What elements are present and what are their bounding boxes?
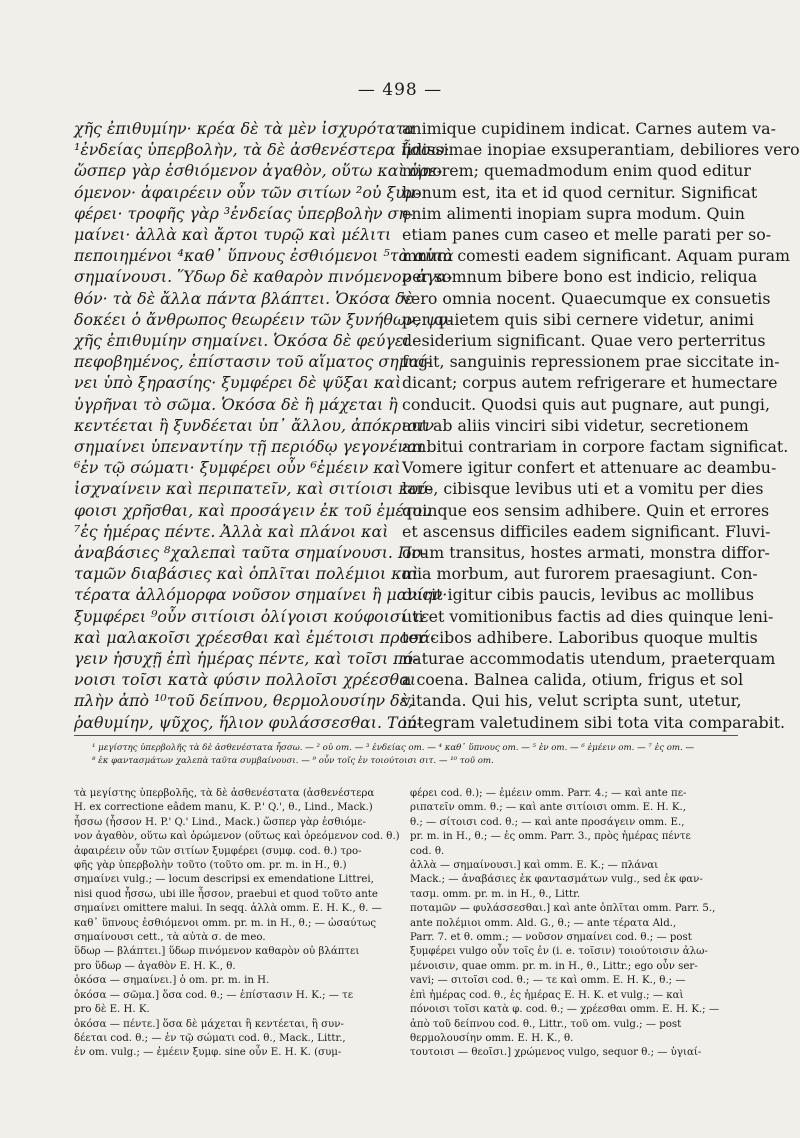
- text-line: ξυμφέρει ⁹οὖν σιτίοισι ὀλίγοισι κούφοισί τε: [74, 606, 430, 626]
- text-line: θ.; — σίτοισι cod. θ.; — καὶ ante προσάγειν omm. E.,: [410, 816, 685, 828]
- text-line: μένοισιν, quae omm. pr. m. in H., θ., Littr.; ego οὖν ser-: [410, 960, 698, 972]
- text-line: ὕδωρ — βλάπτει.] ὕδωρ πινόμενον καθαρὸν οὐ βλάπτει: [74, 946, 360, 958]
- text-line: pro ὕδωρ — ἀγαθὸν E. H. K., θ.: [74, 960, 236, 972]
- text-line: ἀλλὰ — σημαίνουσι.] καὶ omm. E. K.; — πλάναι: [410, 860, 659, 872]
- text-line: φέρει· τροφῆς γὰρ ³ἐνδείας ὑπερβολὴν ση-: [74, 203, 414, 223]
- text-line: cod. θ.: [410, 845, 445, 857]
- text-line: Vomere igitur confert et attenuare ac deambu-: [402, 458, 777, 478]
- text-line: θερμολουσίην omm. E. H. K., θ.: [410, 1032, 574, 1044]
- text-line: καὶ μαλακοῖσι χρέεσθαι καὶ ἐμέτοισι προσά-: [74, 627, 436, 647]
- text-line: ter cibos adhibere. Laboribus quoque multis: [402, 627, 758, 647]
- text-line: ¹ἐνδείας ὑπερβολὴν, τὰ δὲ ἀσθενέστερα ἧσσω·: [74, 140, 450, 160]
- text-line: ὥσπερ γὰρ ἐσθιόμενον ἀγαθὸν, οὕτω καὶ ὁρε-: [74, 161, 443, 181]
- text-line: τέρατα ἀλλόμορφα νοῦσον σημαίνει ἢ μανίην·: [74, 585, 448, 605]
- text-line: δοκέει ὁ ἄνθρωπος θεωρέειν τῶν ξυνήθων, ψυ-: [74, 309, 453, 329]
- text-line: desiderium significant. Quae vero perterritus: [402, 331, 766, 351]
- text-line: ¹ μεγίστης ὑπερβολῆς τὰ δὲ ἀσθενέστατα ἧσσω. — ² οὐ om. — ³ ἐνδείας om. — ⁴ καθ᾽ ὕπνους om. — ⁵ ἐν om. — ⁶ ἐμέειν om. — ⁷ ἐς om. —: [92, 743, 695, 753]
- text-line: bonum est, ita et id quod cernitur. Significat: [402, 182, 758, 202]
- text-line: vero omnia nocent. Quaecumque ex consuetis: [402, 288, 771, 308]
- text-line: mia morbum, aut furorem praesagiunt. Con-: [402, 564, 758, 584]
- text-line: etiam panes cum caseo et melle parati per so-: [402, 225, 772, 245]
- text-line: κεντέεται ἢ ξυνδέεται ὑπ᾽ ἄλλου, ἀπόκρισιν: [74, 415, 434, 435]
- text-line: νει ὑπὸ ξηρασίης· ξυμφέρει δὲ ψῦξαι καὶ: [74, 373, 402, 393]
- text-line: animique cupidinem indicat. Carnes autem va-: [402, 119, 776, 138]
- text-line: σημαίνει ὑπεναντίην τῇ περιόδῳ γεγονέναι: [74, 437, 424, 457]
- text-line: lare, cibisque levibus uti et a vomitu per dies: [402, 479, 764, 499]
- text-line: ταμῶν διαβάσιες καὶ ὁπλῖται πολέμιοι καὶ: [74, 564, 419, 584]
- text-line: ῥαθυμίην, ψῦχος, ἥλιον φυλάσσεσθαι. Τού-: [74, 712, 422, 732]
- text-line: όμενον· ἀφαιρέειν οὖν τῶν σιτίων ²οὐ ξυμ-: [74, 182, 421, 202]
- text-line: vavi; — σιτοῖσι cod. θ.; — τε καὶ omm. E. H. K., θ.; —: [410, 975, 686, 987]
- text-line: pro δὲ E. H. K.: [74, 1004, 150, 1016]
- text-line: conducit. Quodsi quis aut pugnare, aut pungi,: [402, 394, 771, 414]
- page-number: — 498 —: [357, 80, 443, 100]
- text-line: χῆς ἐπιθυμίην· κρέα δὲ τὰ μὲν ἰσχυρότατα: [74, 119, 416, 138]
- text-line: σημαίνει omittere malui. In seqq. ἀλλὰ omm. E. H. K., θ. —: [74, 903, 382, 915]
- latin-text-column: [402, 118, 800, 733]
- text-line: ἀπὸ τοῦ δείπνου cod. θ., Littr., τοῦ om. vulg.; — post: [410, 1018, 682, 1030]
- text-line: a coena. Balnea calida, otium, frigus et sol: [402, 670, 744, 690]
- text-line: orum transitus, hostes armati, monstra diffor-: [402, 543, 770, 563]
- text-line: vitanda. Qui his, velut scripta sunt, utetur,: [402, 691, 742, 711]
- text-line: minorem; quemadmodum enim quod editur: [402, 161, 751, 181]
- text-line: ⁶ἐν τῷ σώματι· ξυμφέρει οὖν ⁶ἐμέειν καὶ: [74, 458, 401, 478]
- text-line: pr. m. in H., θ.; — ἐς omm. Parr. 3., πρὸς ἡμέρας πέντε: [410, 831, 691, 843]
- text-line: ριπατεῖν omm. θ.; — καὶ ante σιτίοισι omm. E. H. K.,: [410, 802, 686, 814]
- text-line: ὁκόσα — σῶμα.] ὅσα cod. θ.; — ἐπίστασιν H. K.; — τε: [74, 989, 354, 1001]
- text-line: μαίνει· ἀλλὰ καὶ ἄρτοι τυρῷ καὶ μέλιτι: [74, 225, 392, 245]
- text-line: πεφοβημένος, ἐπίστασιν τοῦ αἵματος σημαί-: [74, 352, 432, 372]
- text-line: ἐν om. vulg.; — ἐμέειν ξυμφ. sine οὖν E. H. K. (συμ-: [74, 1047, 342, 1059]
- text-line: πόνοισι τοῖσι κατὰ φ. cod. θ.; — χρέεσθαι omm. E. H. K.; —: [410, 1004, 720, 1016]
- text-line: νοισι τοῖσι κατὰ φύσιν πολλοῖσι χρέεσθαι: [74, 670, 417, 690]
- greek-text-column: [74, 118, 454, 733]
- text-line: ante πολέμιοι omm. Ald. G., θ.; — ante τέρατα Ald.,: [410, 917, 677, 929]
- text-line: per quietem quis sibi cernere videtur, animi: [402, 309, 754, 329]
- text-line: τὰ μεγίστης ὑπερβολῆς, τὰ δὲ ἀσθενέστατα (ἀσθενέστερα: [74, 788, 375, 799]
- text-line: σημαίνουσι. Ὕδωρ δὲ καθαρὸν πινόμενον ἀγα-: [74, 267, 453, 287]
- text-line: ambitui contrariam in corpore factam significat.: [402, 437, 789, 457]
- text-line: ὁκόσα — πέντε.] ὅσα δὲ μάχεται ἢ κεντέεται, ἢ συν-: [74, 1018, 344, 1030]
- text-line: ἀναβάσιες ⁸χαλεπαὶ ταῦτα σημαίνουσι. Πο-: [74, 543, 427, 563]
- text-line: ἧσσω (ἧσσον H. P.' Q.' Lind., Mack.) ὥσπερ γὰρ ἐσθιόμε-: [74, 816, 366, 828]
- critical-apparatus-left: [74, 787, 400, 1061]
- text-line: aut ab aliis vinciri sibi videtur, secretionem: [402, 415, 749, 435]
- text-line: dicant; corpus autem refrigerare et humectare: [402, 373, 778, 393]
- text-line: ἰσχναίνειν καὶ περιπατεῖν, καὶ σιτίοισι κού-: [74, 479, 434, 499]
- text-line: θόν· τὰ δὲ ἄλλα πάντα βλάπτει. Ὁκόσα δὲ: [74, 288, 414, 308]
- text-line: Mack.; — ἀναβάσιες ἐκ φαντασμάτων vulg., sed ἐκ φαν-: [410, 874, 703, 886]
- text-line: νον ἀγαθὸν, οὕτω καὶ ὁρώμενον (οὕτως καὶ ὁρεόμενον cod. θ.): [74, 831, 400, 843]
- text-line: ξυμφέρει vulgo οὖν τοῖς ἐν (i. e. τοῖσιν) τοιούτοισιν ἀλω-: [410, 946, 708, 958]
- text-line: naturae accommodatis utendum, praeterquam: [402, 649, 776, 669]
- text-line: ducit igitur cibis paucis, levibus ac mollibus: [402, 585, 754, 605]
- text-line: uti et vomitionibus factis ad dies quinque leni-: [402, 606, 774, 626]
- text-line: lidissimae inopiae exsuperantiam, debiliores vero: [402, 140, 800, 160]
- text-line: et ascensus difficiles eadem significant. Fluvi-: [402, 521, 771, 541]
- text-line: καθ᾽ ὕπνους ἐσθιόμενοι omm. pr. m. in H., θ.; — ὡσαύτως: [74, 917, 377, 929]
- text-line: quinque eos sensim adhibere. Quin et errores: [402, 500, 770, 520]
- text-line: per somnum bibere bono est indicio, reliqua: [402, 267, 758, 287]
- text-line: τουτοισι — θεοῖσι.] χρώμενος vulgo, sequor θ.; — ὑγιαί-: [410, 1047, 702, 1059]
- text-line: σημαίνουσι cett., τὰ αὐτὰ σ. de meo.: [74, 932, 266, 944]
- critical-apparatus-right: [410, 787, 738, 1061]
- text-line: φοισι χρῆσθαι, καὶ προσάγειν ἐκ τοῦ ἐμέτου: [74, 500, 432, 520]
- text-line: πλὴν ἀπὸ ¹⁰τοῦ δείπνου, θερμολουσίην δὲ,: [74, 691, 414, 711]
- text-line: ὁκόσα — σημαίνει.] ὁ om. pr. m. in H.: [74, 975, 270, 987]
- text-line: δέεται cod. θ.; — ἐν τῷ σώματι cod. θ., Mack., Littr.,: [74, 1032, 346, 1044]
- text-line: mnum comesti eadem significant. Aquam puram: [402, 246, 790, 266]
- footnotes-variants: [92, 742, 738, 768]
- text-line: πεποιημένοι ⁴καθ᾽ ὕπνους ἐσθιόμενοι ⁵τὰ αὐτὰ: [74, 246, 454, 266]
- text-line: fugit, sanguinis repressionem prae siccitate in-: [402, 352, 780, 372]
- text-line: σημαίνει vulg.; — locum descripsi ex emendatione Littrei,: [74, 874, 374, 886]
- text-line: γειν ἡσυχῇ ἐπὶ ἡμέρας πέντε, καὶ τοῖσι πό-: [74, 649, 419, 669]
- text-line: ὑγρῆναι τὸ σῶμα. Ὁκόσα δὲ ἢ μάχεται ἢ: [74, 394, 398, 414]
- text-line: φέρει cod. θ.); — ἐμέειν omm. Parr. 4.; — καὶ ante πε-: [410, 788, 687, 799]
- text-line: ⁸ ἐκ φαντασμάτων χαλεπὰ ταῦτα συμβαίνουσι. — ⁹ οὖν τοῖς ἐν τοιούτοισι σιτ. — ¹⁰ τοῦ om.: [92, 756, 494, 766]
- text-line: ἀφαιρέειν οὖν τῶν σιτίων ξυμφέρει (συμφ. cod. θ.) τρο-: [74, 845, 362, 857]
- text-line: ποταμῶν — φυλάσσεσθαι.] καὶ ante ὁπλῖται omm. Parr. 5.,: [410, 903, 716, 915]
- text-line: Parr. 7. et θ. omm.; — νοῦσον σημαίνει cod. θ.; — post: [410, 932, 692, 944]
- text-line: φῆς γὰρ ὑπερβολὴν τοῦτο (τοῦτο om. pr. m. in H., θ.): [74, 860, 347, 872]
- text-line: ἐπὶ ἡμέρας cod. θ., ἐς ἡμέρας E. H. K. et vulg.; — καὶ: [410, 989, 684, 1001]
- text-line: τασμ. omm. pr. m. in H., θ., Littr.: [410, 888, 581, 900]
- text-line: χῆς ἐπιθυμίην σημαίνει. Ὁκόσα δὲ φεύγει: [74, 331, 410, 351]
- text-line: nisi quod ἧσσω, ubi ille ἧσσον, praebui et quod τοῦτο ante: [74, 888, 378, 900]
- text-line: enim alimenti inopiam supra modum. Quin: [402, 203, 745, 223]
- text-line: ⁷ἐς ἡμέρας πέντε. Ἀλλὰ καὶ πλάνοι καὶ: [74, 521, 389, 541]
- text-line: H. ex correctione eâdem manu, K. P.' Q.', θ., Lind., Mack.): [74, 802, 373, 814]
- text-line: integram valetudinem sibi tota vita comparabit.: [402, 712, 786, 732]
- footnote-divider: [74, 735, 738, 736]
